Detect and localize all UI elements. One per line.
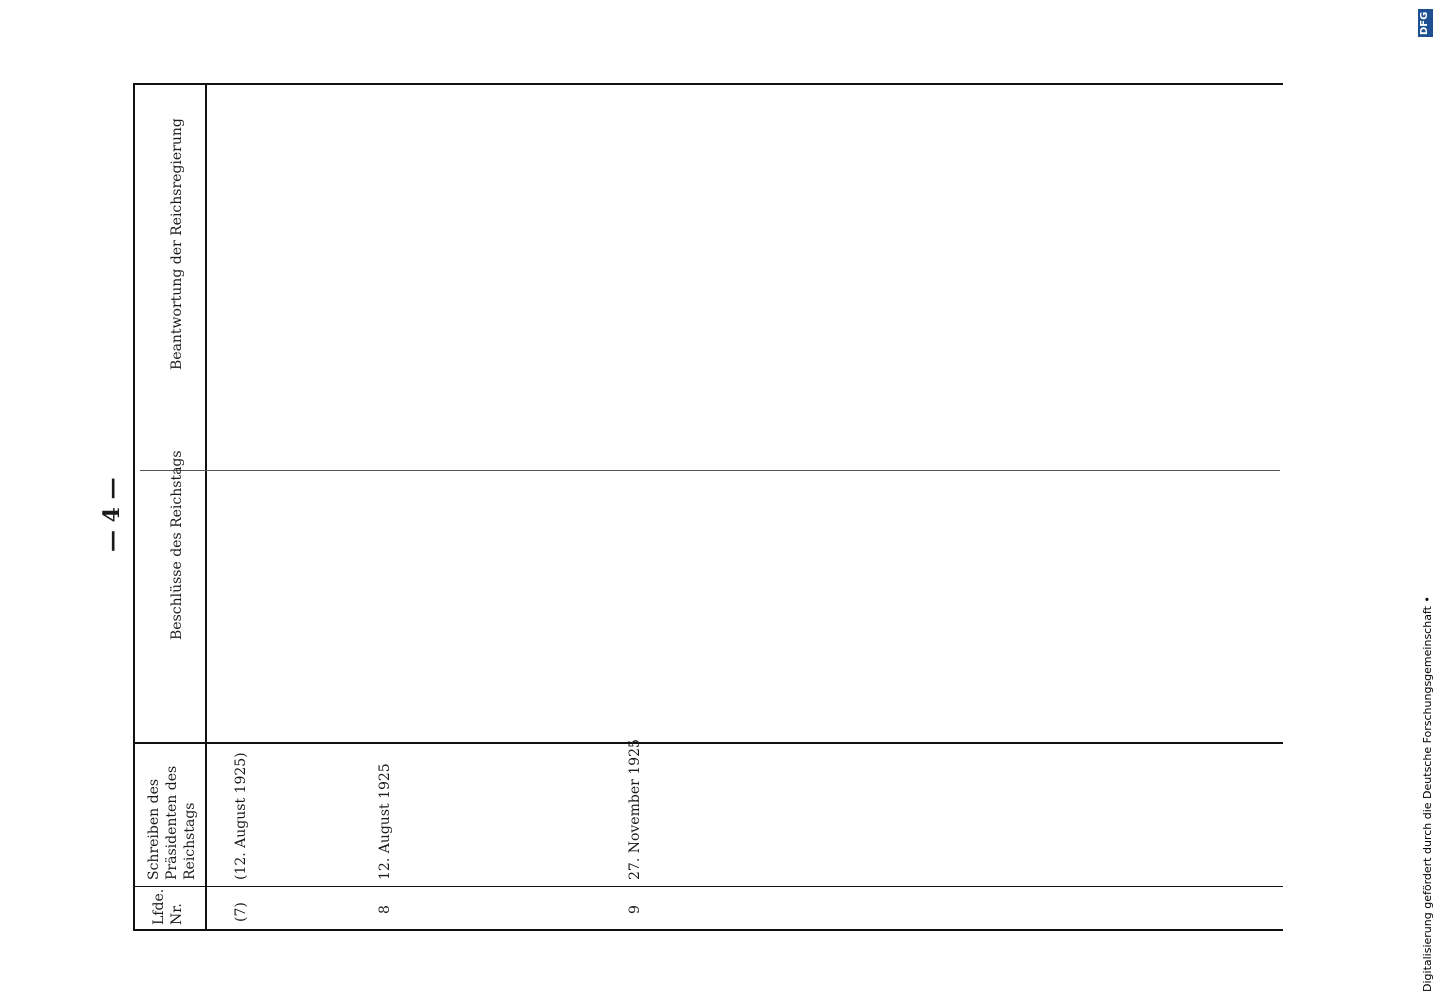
row-date: 12. August 1925: [377, 763, 393, 880]
column-divider-3: [140, 470, 1280, 471]
row-date: 27. November 1925: [627, 739, 643, 880]
row-number: 9: [627, 905, 643, 914]
page-number: — 4 —: [99, 477, 125, 552]
header-schreiben: Schreiben des Präsidenten des Reichstags: [146, 765, 199, 880]
dfg-logo-text: DFG: [1419, 11, 1430, 35]
table-right-rule: [133, 929, 1283, 931]
table-left-rule: [133, 83, 1283, 85]
funding-note: Digitalisierung gefördert durch die Deutsche Forschungsgemeinschaft •: [1421, 596, 1434, 992]
dfg-logo: [1418, 9, 1433, 37]
row-date: (12. August 1925): [233, 752, 249, 880]
header-bottom-rule: [205, 83, 207, 931]
table-top-rule: [133, 83, 135, 931]
column-divider-2: [133, 742, 1283, 744]
row-number: 8: [377, 905, 393, 914]
header-beschluesse: Beschlüsse des Reichstags: [169, 450, 185, 640]
header-lfde-nr: Lfde. Nr.: [151, 888, 186, 925]
column-divider-1: [133, 886, 1283, 887]
row-number: (7): [233, 902, 249, 922]
header-beantwortung: Beantwortung der Reichsregierung: [169, 118, 185, 370]
